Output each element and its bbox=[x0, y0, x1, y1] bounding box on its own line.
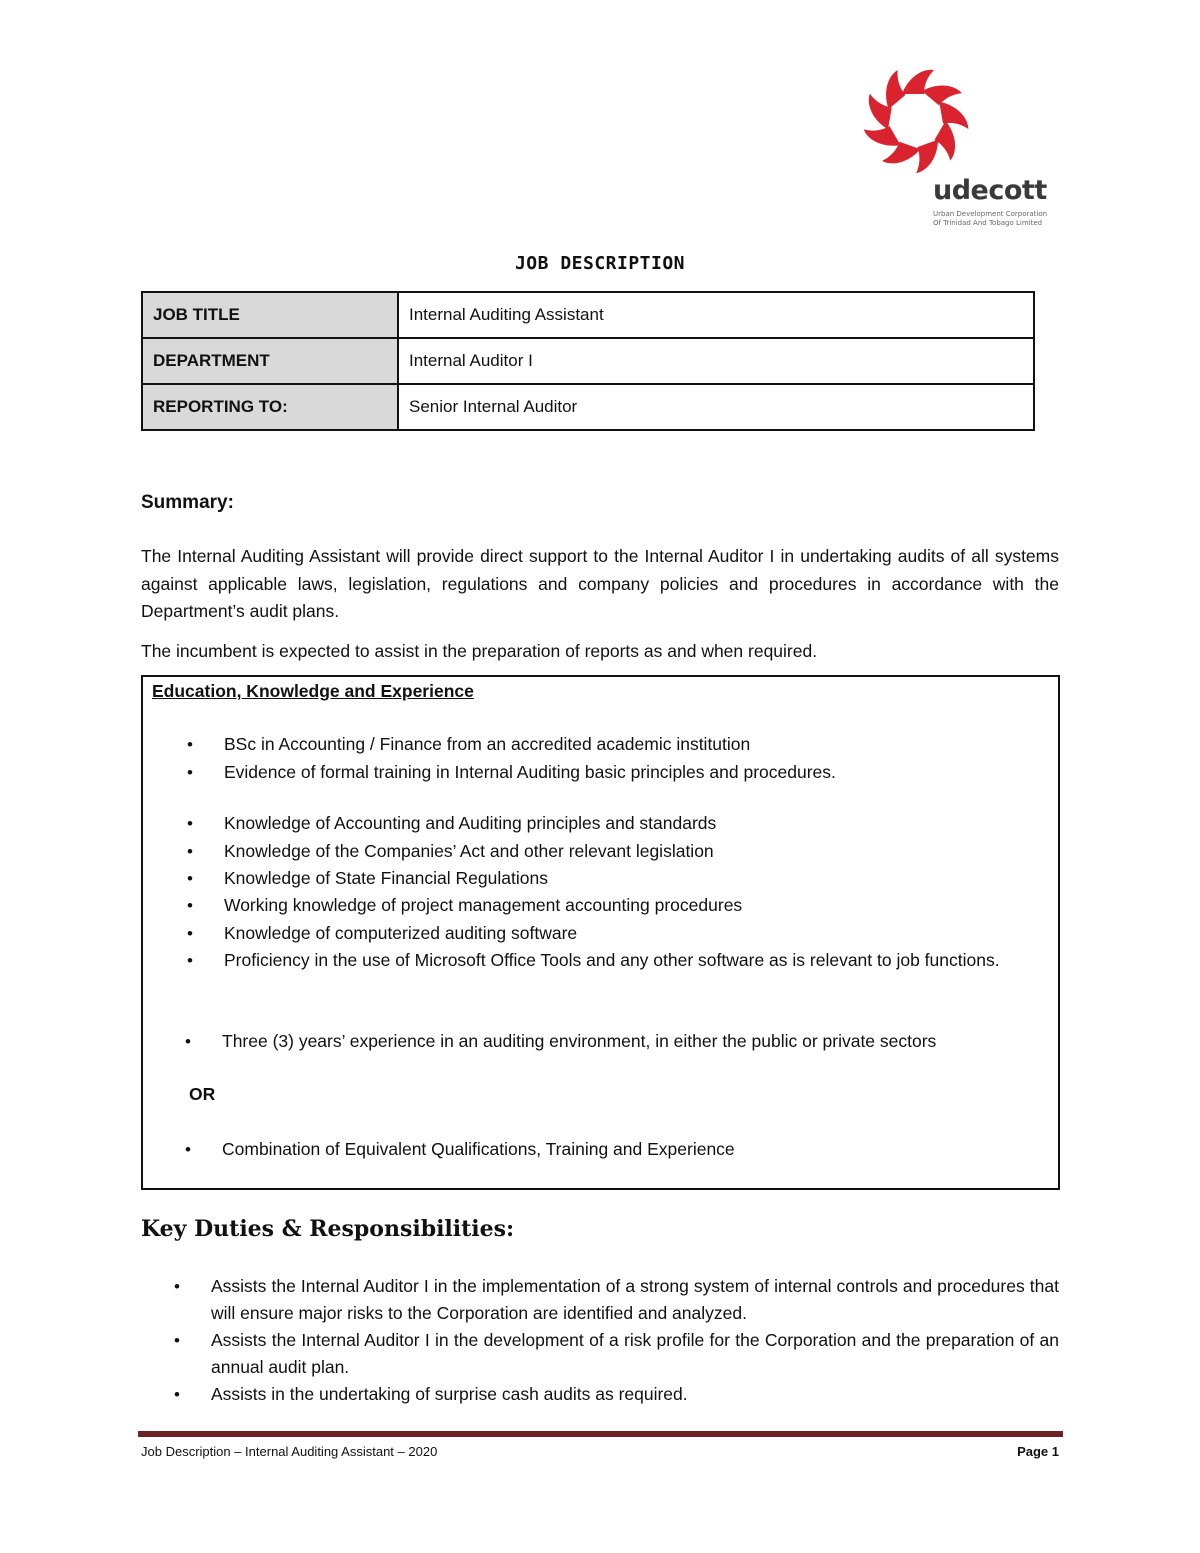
bullet-icon: • bbox=[174, 1385, 180, 1404]
logo-subtitle-line1: Urban Development Corporation bbox=[933, 210, 1048, 218]
list-item bbox=[187, 865, 1044, 892]
table-row bbox=[142, 384, 1034, 430]
bullet-icon: • bbox=[187, 842, 193, 861]
reporting-to-value: Senior Internal Auditor bbox=[398, 384, 1034, 430]
list-item bbox=[187, 947, 1049, 974]
list-item bbox=[174, 1327, 1059, 1381]
job-title-value: Internal Auditing Assistant bbox=[398, 292, 1034, 338]
department-value: Internal Auditor I bbox=[398, 338, 1034, 384]
list-item bbox=[187, 892, 1044, 919]
list-item bbox=[185, 1136, 1052, 1163]
list-item-text: Proficiency in the use of Microsoft Office Tools and any other software as is relevant to job functions. bbox=[224, 950, 1000, 970]
bullet-icon: • bbox=[187, 869, 193, 888]
footer-rule bbox=[138, 1431, 1063, 1437]
list-item-text: Knowledge of the Companies’ Act and other relevant legislation bbox=[224, 841, 714, 861]
list-item bbox=[187, 838, 1044, 865]
key-duties-heading: Key Duties & Responsibilities: bbox=[141, 1216, 515, 1242]
bullet-icon: • bbox=[185, 1140, 191, 1159]
star-burst-icon bbox=[840, 62, 990, 174]
list-item bbox=[185, 1028, 1052, 1055]
list-item bbox=[187, 731, 1044, 758]
bullet-icon: • bbox=[187, 814, 193, 833]
footer-page-number: Page 1 bbox=[1017, 1444, 1059, 1459]
udecott-logo bbox=[840, 62, 1070, 232]
list-item-text: Knowledge of State Financial Regulations bbox=[224, 868, 548, 888]
bullet-icon: • bbox=[187, 763, 193, 782]
bullet-icon: • bbox=[187, 735, 193, 754]
list-item-text: Evidence of formal training in Internal Auditing basic principles and procedures. bbox=[224, 762, 836, 782]
logo-subtitle bbox=[933, 210, 1047, 228]
bullet-icon: • bbox=[187, 896, 193, 915]
summary-paragraph-2: The incumbent is expected to assist in the preparation of reports as and when required. bbox=[141, 641, 818, 661]
table-row bbox=[142, 338, 1034, 384]
education-heading: Education, Knowledge and Experience bbox=[152, 681, 474, 701]
bullet-icon: • bbox=[187, 924, 193, 943]
bullet-icon: • bbox=[185, 1032, 191, 1051]
list-item bbox=[174, 1273, 1059, 1327]
list-item-text: Combination of Equivalent Qualifications, Training and Experience bbox=[222, 1139, 735, 1159]
list-item bbox=[187, 810, 1044, 837]
footer-document-name: Job Description – Internal Auditing Assistant – 2020 bbox=[141, 1444, 438, 1459]
list-item-text: Assists the Internal Auditor I in the implementation of a strong system of internal controls and procedures that will ensure major risks to the Corporation are identified and analyzed. bbox=[211, 1276, 1059, 1323]
or-label: OR bbox=[189, 1084, 216, 1104]
education-box bbox=[141, 675, 1060, 1190]
document-title: JOB DESCRIPTION bbox=[514, 253, 686, 274]
logo-subtitle-line2: Of Trinidad And Tobago Limited bbox=[933, 219, 1043, 227]
bullet-icon: • bbox=[174, 1277, 180, 1296]
job-title-label: JOB TITLE bbox=[142, 292, 398, 338]
department-label: DEPARTMENT bbox=[142, 338, 398, 384]
logo-wordmark: udecott bbox=[933, 175, 1047, 206]
bullet-icon: • bbox=[187, 951, 193, 970]
summary-paragraph-1: The Internal Auditing Assistant will provide direct support to the Internal Auditor I in undertaking audits of all systems against applicable laws, legislation, regulations and company policies and procedures in accordance with the Department’s audit plans. bbox=[141, 546, 1059, 621]
list-item-text: Working knowledge of project management accounting procedures bbox=[224, 895, 743, 915]
reporting-to-label: REPORTING TO: bbox=[142, 384, 398, 430]
list-item-text: Three (3) years’ experience in an auditing environment, in either the public or private sectors bbox=[222, 1031, 937, 1051]
table-row bbox=[142, 292, 1034, 338]
list-item bbox=[187, 759, 1044, 786]
list-item-text: Assists in the undertaking of surprise cash audits as required. bbox=[211, 1384, 688, 1404]
list-item-text: Knowledge of Accounting and Auditing principles and standards bbox=[224, 813, 717, 833]
list-item-text: Knowledge of computerized auditing software bbox=[224, 923, 578, 943]
summary-heading: Summary: bbox=[141, 492, 234, 513]
bullet-icon: • bbox=[174, 1331, 180, 1350]
list-item bbox=[187, 920, 1044, 947]
job-info-table bbox=[141, 291, 1035, 431]
list-item bbox=[174, 1381, 1059, 1408]
list-item-text: BSc in Accounting / Finance from an accredited academic institution bbox=[224, 734, 751, 754]
list-item-text: Assists the Internal Auditor I in the development of a risk profile for the Corporation and the preparation of an annual audit plan. bbox=[211, 1330, 1059, 1377]
